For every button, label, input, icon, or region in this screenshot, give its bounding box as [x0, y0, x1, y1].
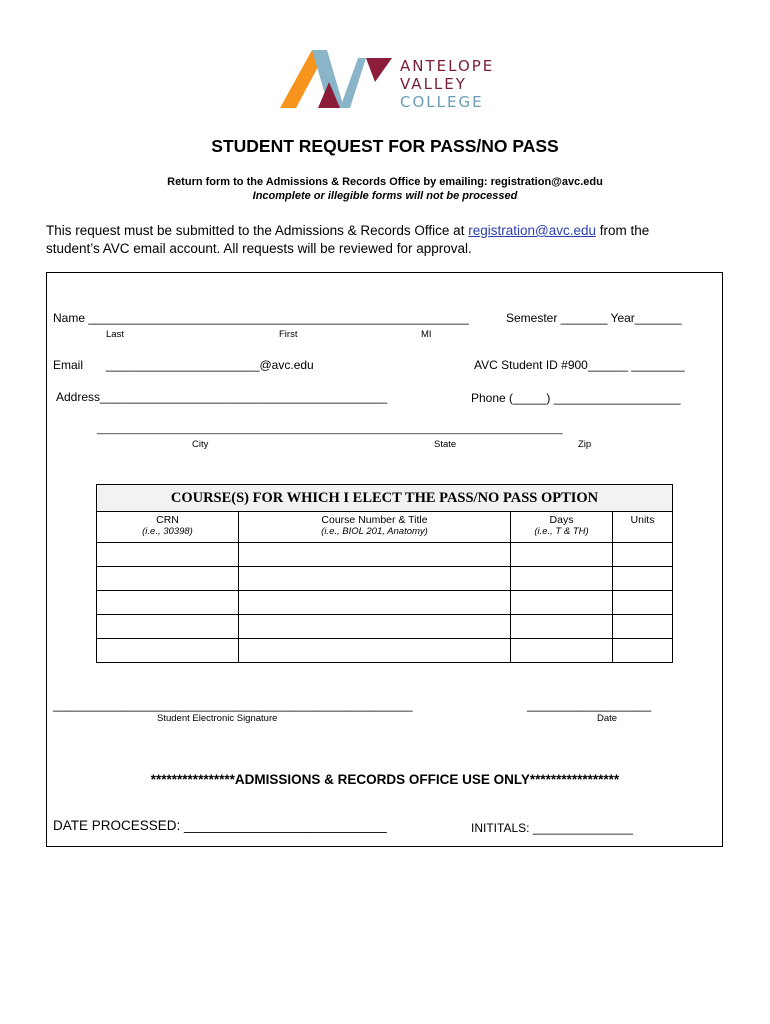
- city-state-zip-line[interactable]: ______________________________________________________________________________________: [97, 424, 563, 435]
- units-cell[interactable]: [613, 567, 673, 591]
- course-cell[interactable]: [239, 567, 511, 591]
- crn-cell[interactable]: [97, 591, 239, 615]
- initials-field[interactable]: [471, 821, 633, 835]
- email-field[interactable]: _______________________@avc.edu: [106, 358, 314, 372]
- name-field[interactable]: [53, 311, 469, 325]
- column-crn: [97, 512, 239, 543]
- table-row: [97, 615, 673, 639]
- crn-cell[interactable]: [97, 567, 239, 591]
- column-crn-example: (i.e., 30398): [142, 526, 193, 537]
- signature-line[interactable]: __________________________________________________________: [53, 700, 413, 712]
- intro-paragraph: [46, 222, 726, 258]
- days-cell[interactable]: [511, 591, 613, 615]
- intro-text-1: This request must be submitted to the Admissions & Records Office at: [46, 223, 469, 238]
- days-cell[interactable]: [511, 567, 613, 591]
- column-crn-label: CRN: [156, 514, 179, 526]
- semester-year-field[interactable]: [506, 311, 682, 325]
- date-processed-field[interactable]: [53, 818, 387, 833]
- phone-label: Phone: [471, 391, 506, 405]
- intro-text-3: student’s AVC email account.: [46, 241, 221, 256]
- address-field[interactable]: [56, 390, 387, 404]
- initials-label: INITITALS:: [471, 821, 530, 835]
- courses-table: [96, 484, 673, 663]
- semester-label: Semester: [506, 311, 558, 325]
- units-cell[interactable]: [613, 615, 673, 639]
- college-logo: [280, 48, 500, 120]
- days-cell[interactable]: [511, 543, 613, 567]
- course-cell[interactable]: [239, 615, 511, 639]
- column-course-example: (i.e., BIOL 201, Anatomy): [321, 526, 428, 537]
- logo-line-2: VALLEY: [400, 75, 467, 93]
- intro-text-2: from the: [595, 223, 650, 238]
- date-line[interactable]: ____________________: [527, 700, 651, 712]
- mi-caption: MI: [421, 329, 432, 340]
- incomplete-warning: Incomplete or illegible forms will not be processed: [252, 190, 518, 202]
- logo-mark-icon: [280, 48, 392, 114]
- units-cell[interactable]: [613, 591, 673, 615]
- student-id-field[interactable]: [474, 358, 685, 372]
- city-caption: City: [192, 439, 209, 450]
- units-cell[interactable]: [613, 543, 673, 567]
- student-id-label: AVC Student ID #900: [474, 358, 588, 372]
- column-units: [613, 512, 673, 543]
- email-label: Email: [53, 358, 84, 372]
- return-instructions: Return form to the Admissions & Records Office by emailing: registration@avc.edu: [167, 176, 603, 188]
- state-caption: State: [434, 439, 457, 450]
- year-label: Year: [610, 311, 635, 325]
- date-processed-label: DATE PROCESSED:: [53, 818, 181, 833]
- column-days: [511, 512, 613, 543]
- column-days-example: (i.e., T & TH): [534, 526, 589, 537]
- days-cell[interactable]: [511, 639, 613, 663]
- first-name-caption: First: [279, 329, 298, 340]
- courses-table-heading: COURSE(S) FOR WHICH I ELECT THE PASS/NO PASS OPTION: [97, 485, 673, 512]
- date-caption: Date: [597, 713, 618, 724]
- student-id-line: ______ ________: [587, 358, 685, 372]
- course-cell[interactable]: [239, 591, 511, 615]
- phone-line: (_____) ___________________: [509, 391, 681, 405]
- address-line: ___________________________________________: [100, 390, 388, 404]
- column-days-label: Days: [549, 514, 574, 526]
- initials-line: _______________: [532, 821, 633, 835]
- page-title: STUDENT REQUEST FOR PASS/NO PASS: [211, 136, 559, 156]
- days-cell[interactable]: [511, 615, 613, 639]
- column-units-label: Units: [630, 514, 655, 526]
- crn-cell[interactable]: [97, 543, 239, 567]
- name-line: _________________________________________________________: [88, 311, 469, 325]
- table-row: [97, 591, 673, 615]
- semester-line: _______: [560, 311, 608, 325]
- crn-cell[interactable]: [97, 639, 239, 663]
- units-cell[interactable]: [613, 639, 673, 663]
- registration-email-link[interactable]: registration@avc.edu: [468, 223, 596, 238]
- column-course-label: Course Number & Title: [321, 514, 428, 526]
- crn-cell[interactable]: [97, 615, 239, 639]
- table-row: [97, 567, 673, 591]
- last-name-caption: Last: [106, 329, 124, 340]
- table-row: [97, 639, 673, 663]
- address-label: Address: [56, 390, 101, 404]
- logo-line-1: ANTELOPE: [400, 57, 495, 75]
- table-row: [97, 543, 673, 567]
- year-line: _______: [634, 311, 682, 325]
- course-cell[interactable]: [239, 543, 511, 567]
- zip-caption: Zip: [578, 439, 592, 450]
- intro-text-4: All requests will be reviewed for approval.: [220, 241, 472, 256]
- office-use-banner: ****************ADMISSIONS & RECORDS OFFICE USE ONLY*****************: [150, 772, 620, 787]
- date-processed-line: ___________________________: [184, 818, 387, 833]
- course-cell[interactable]: [239, 639, 511, 663]
- signature-caption: Student Electronic Signature: [157, 713, 278, 724]
- logo-line-3: COLLEGE: [400, 93, 484, 111]
- column-course: [239, 512, 511, 543]
- name-label: Name: [53, 311, 86, 325]
- phone-field[interactable]: [471, 391, 681, 405]
